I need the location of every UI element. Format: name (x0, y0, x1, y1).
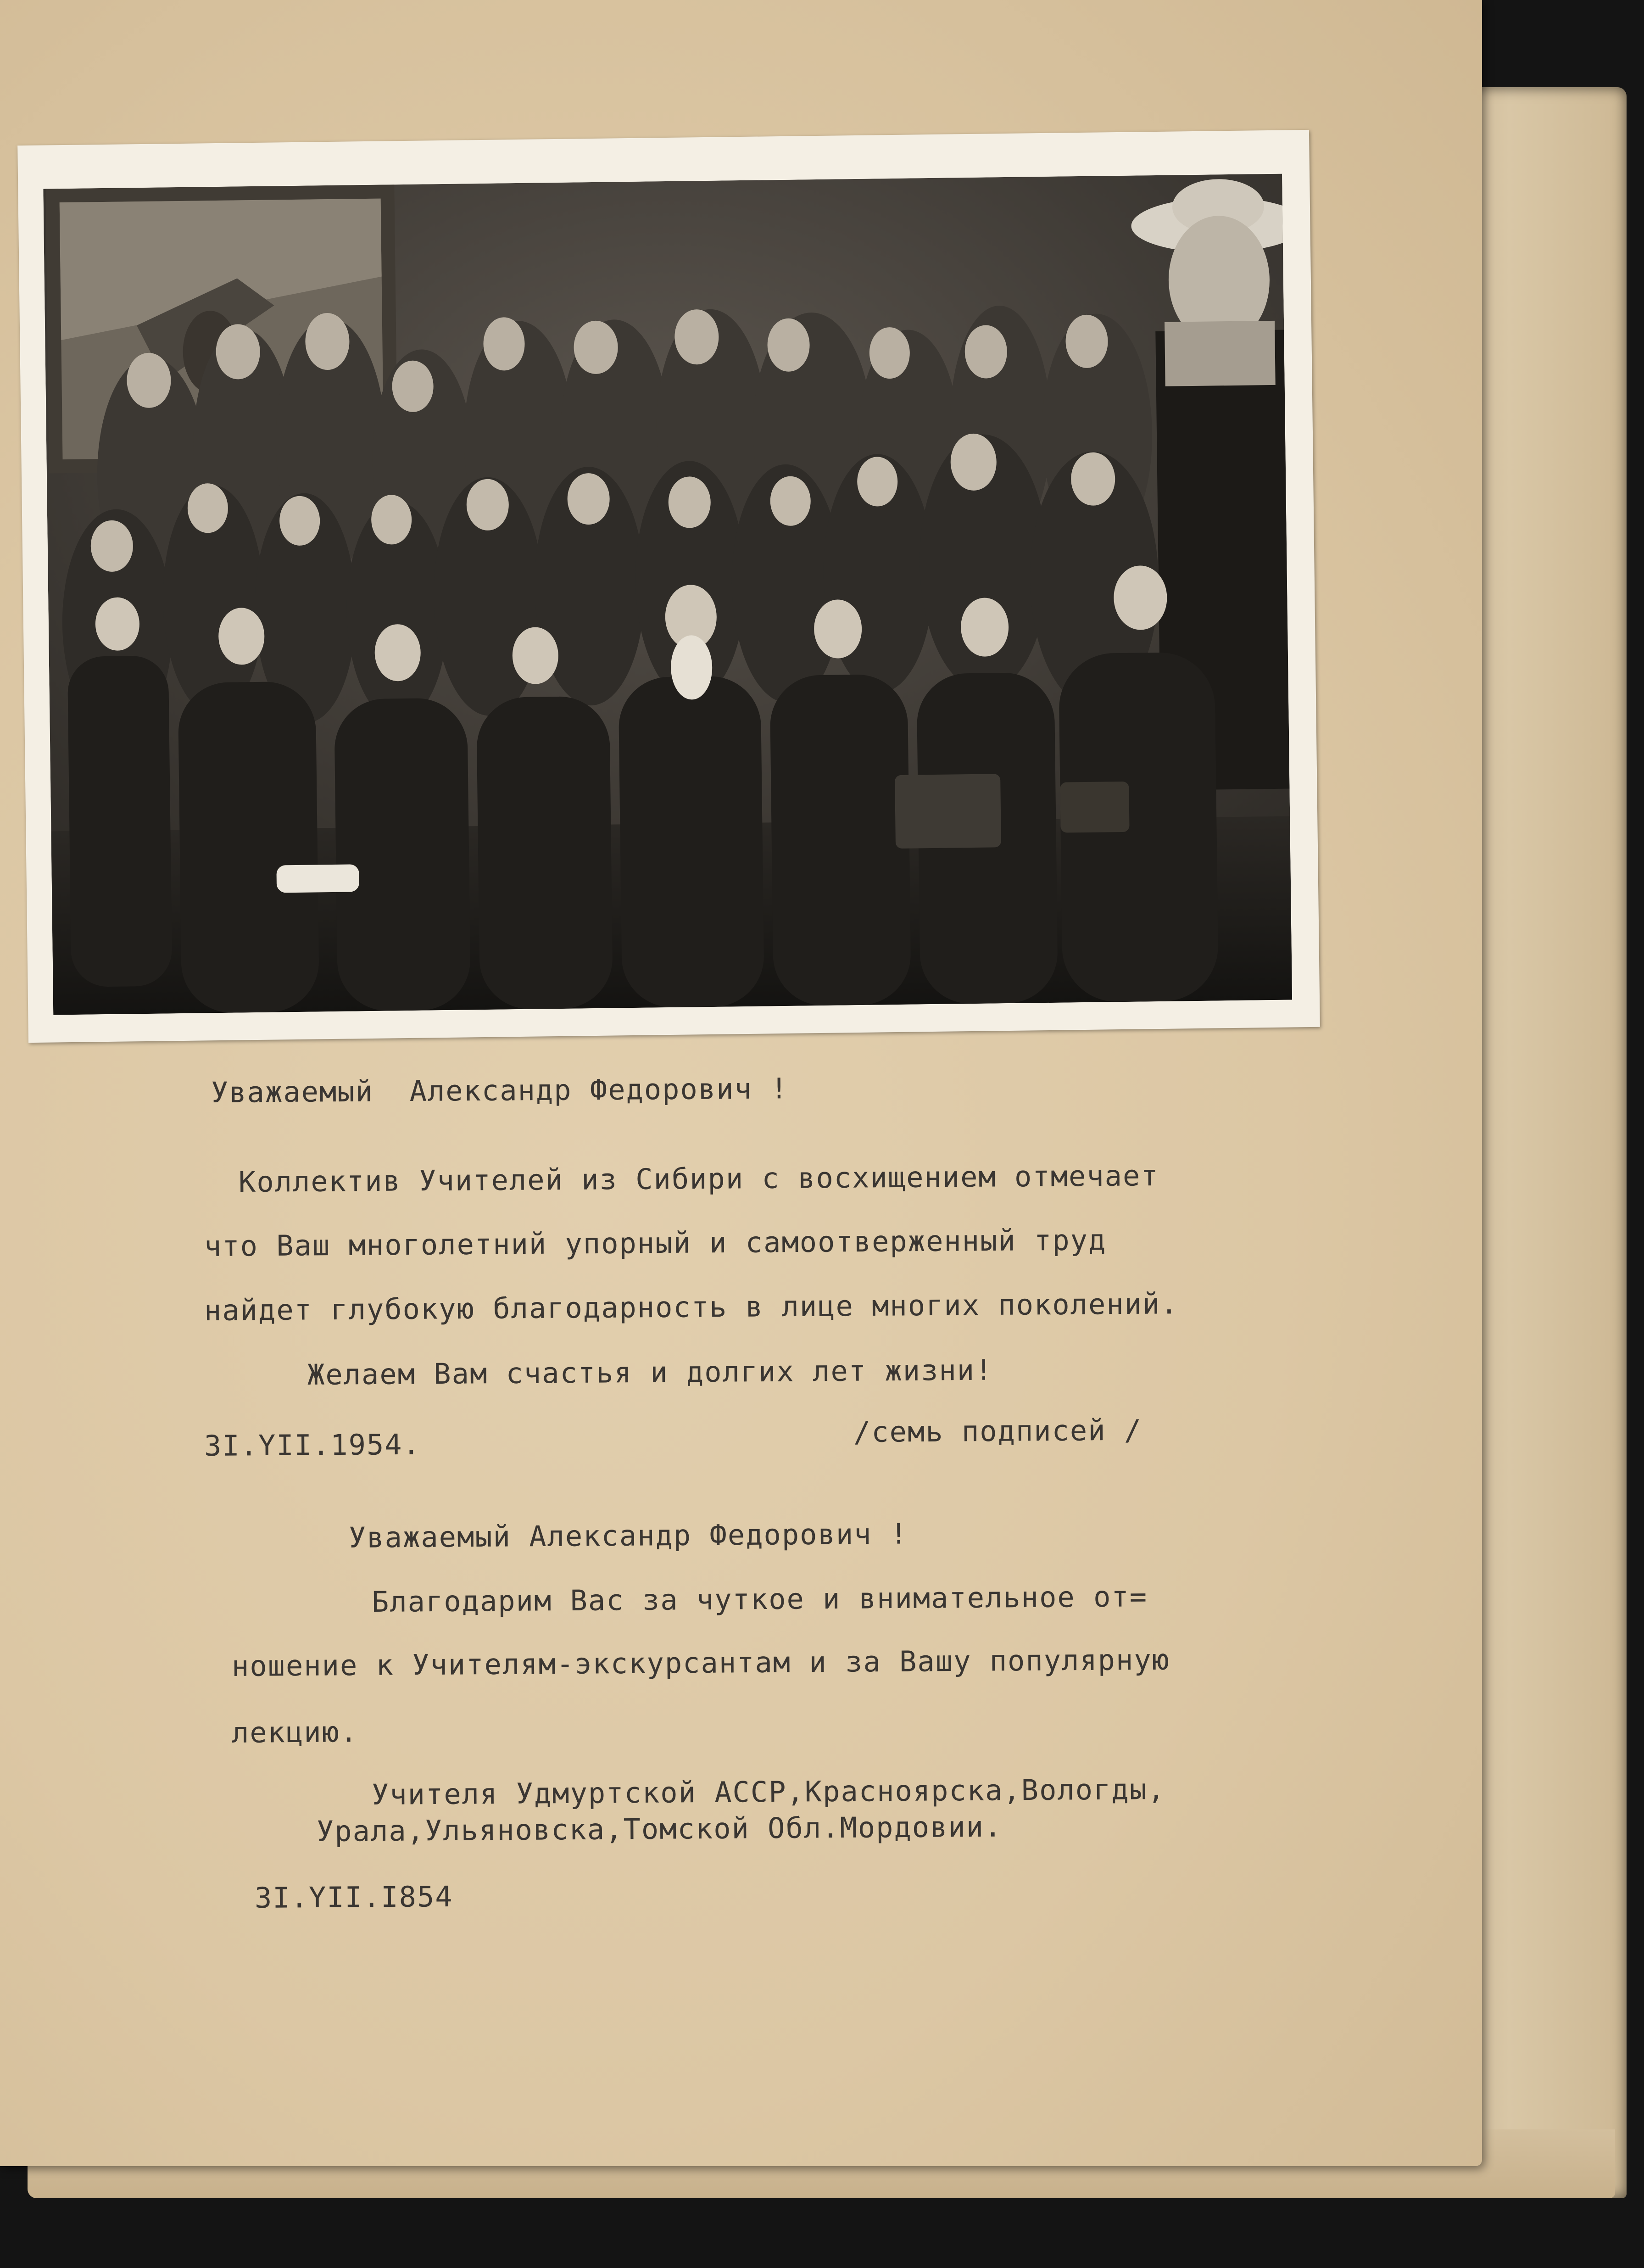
letter2-body-line-3: лекцию. (231, 1715, 358, 1749)
letter1-date: 3I.YII.1954. (204, 1427, 421, 1463)
letter2-body-line-2: ношение к Учителям-экскурсантам и за Вашу популярную (231, 1642, 1170, 1683)
letter1-signatures: /семь подписей / (853, 1413, 1142, 1449)
letter1-salutation: Уважаемый Александр Федорович ! (211, 1072, 789, 1109)
letter2-sender-line-1: Учителя Удмуртской АССР,Красноярска,Вологды, (371, 1772, 1166, 1811)
letter2-sender-line-2: Урала,Ульяновска,Томской Обл.Мордовии. (316, 1810, 1003, 1848)
letter2-salutation: Уважаемый Александр Федорович ! (348, 1517, 908, 1554)
letter1-body-line-2: что Ваш многолетний упорный и самоотверженный труд (204, 1223, 1107, 1263)
group-photograph (43, 174, 1292, 1015)
letter1-body-line-4: Желаем Вам счастья и долгих лет жизни! (307, 1353, 993, 1391)
photo-mount (17, 130, 1320, 1043)
letter1-body-line-1: Коллектив Учителей из Сибири с восхищением отмечает (238, 1158, 1159, 1199)
letter2-body-line-1: Благодарим Вас за чуткое и внимательное от= (371, 1580, 1148, 1619)
letter2-date: 3I.YII.I854 (254, 1879, 453, 1915)
letter1-body-line-3: найдет глубокую благодарность в лице многих поколений. (204, 1287, 1179, 1327)
